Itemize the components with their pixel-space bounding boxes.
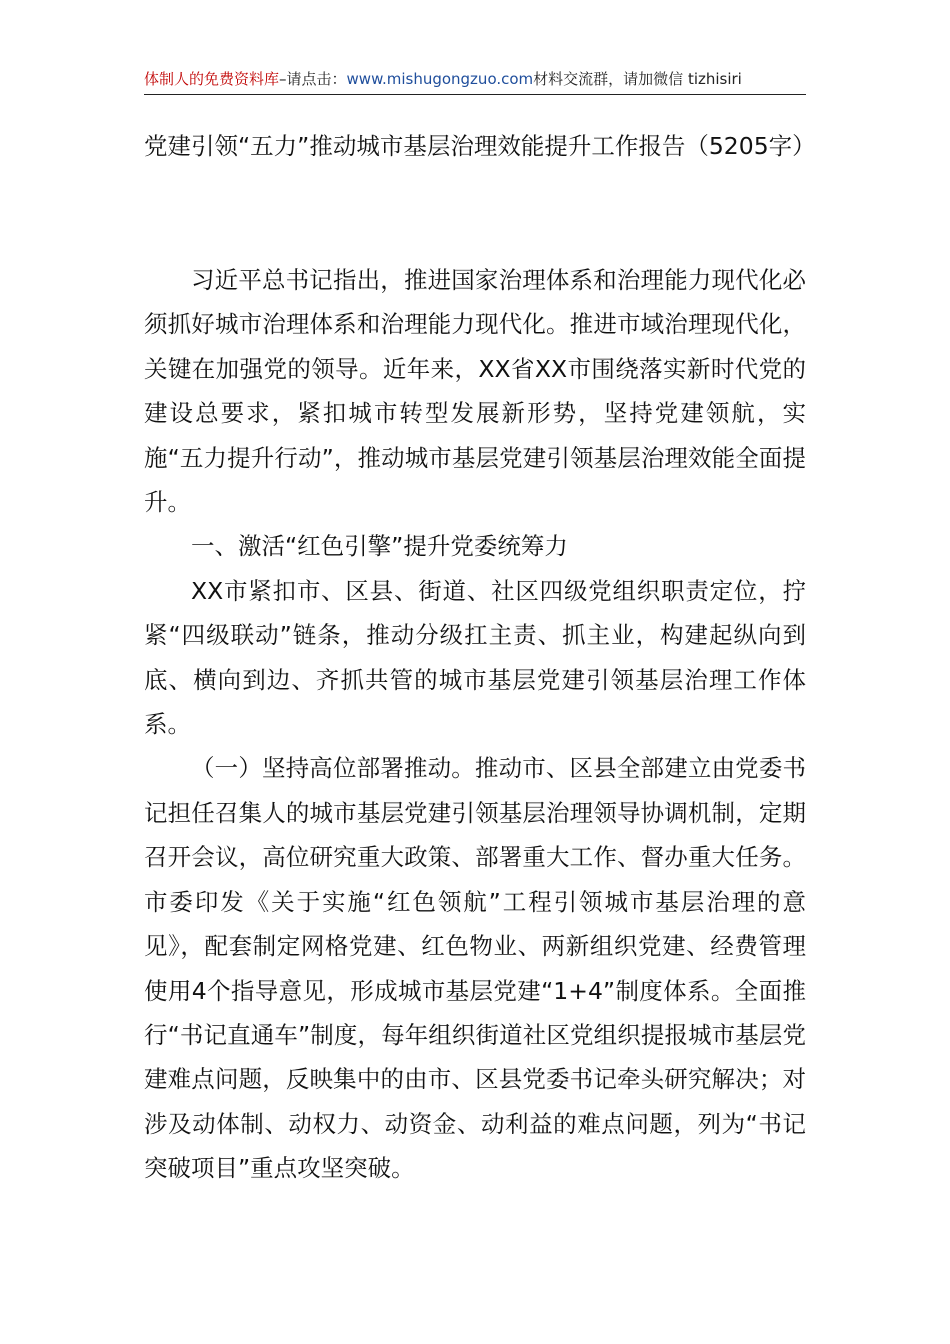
header-brand: 体制人的免费资料库: [144, 70, 280, 88]
paragraph-section-1: XX市紧扣市、区县、街道、社区四级党组织职责定位，拧紧“四级联动”链条，推动分级扛主责、抓主业，构建起纵向到底、横向到边、齐抓共管的城市基层党建引领基层治理工作体系。: [144, 576, 806, 739]
header-separator: –请点击：: [279, 70, 347, 88]
paragraph-intro: 习近平总书记指出，推进国家治理体系和治理能力现代化必须抓好城市治理体系和治理能力现代化。推进市域治理现代化，关键在加强党的领导。近年来，XX省XX市围绕落实新时代党的建设总要求，紧扣城市转型发展新形势，坚持党建领航，实施“五力提升行动”，推动城市基层党建引领基层治理效能全面提升。: [144, 266, 806, 517]
document-body: [144, 258, 806, 1191]
header-contact-text: 材料交流群，请加微信 tizhisiri: [533, 70, 742, 88]
page-header: [144, 68, 806, 95]
paragraph-subsection-1: （一）坚持高位部署推动。推动市、区县全部建立由党委书记担任召集人的城市基层党建引领基层治理领导协调机制，定期召开会议，高位研究重大政策、部署重大工作、督办重大任务。市委印发《关于实施“红色领航”工程引领城市基层治理的意见》，配套制定网格党建、红色物业、两新组织党建、经费管理使用4个指导意见，形成城市基层党建“1+4”制度体系。全面推行“书记直通车”制度，每年组织街道社区党组织提报城市基层党建难点问题，反映集中的由市、区县党委书记牵头研究解决；对涉及动体制、动权力、动资金、动利益的难点问题，列为“书记突破项目”重点攻坚突破。: [144, 754, 806, 1183]
document-title: 党建引领“五力”推动城市基层治理效能提升工作报告（5205字）: [144, 132, 816, 160]
header-url-link[interactable]: www.mishugongzuo.com: [346, 70, 534, 88]
section-heading-1: 一、激活“红色引擎”提升党委统筹力: [191, 532, 568, 561]
